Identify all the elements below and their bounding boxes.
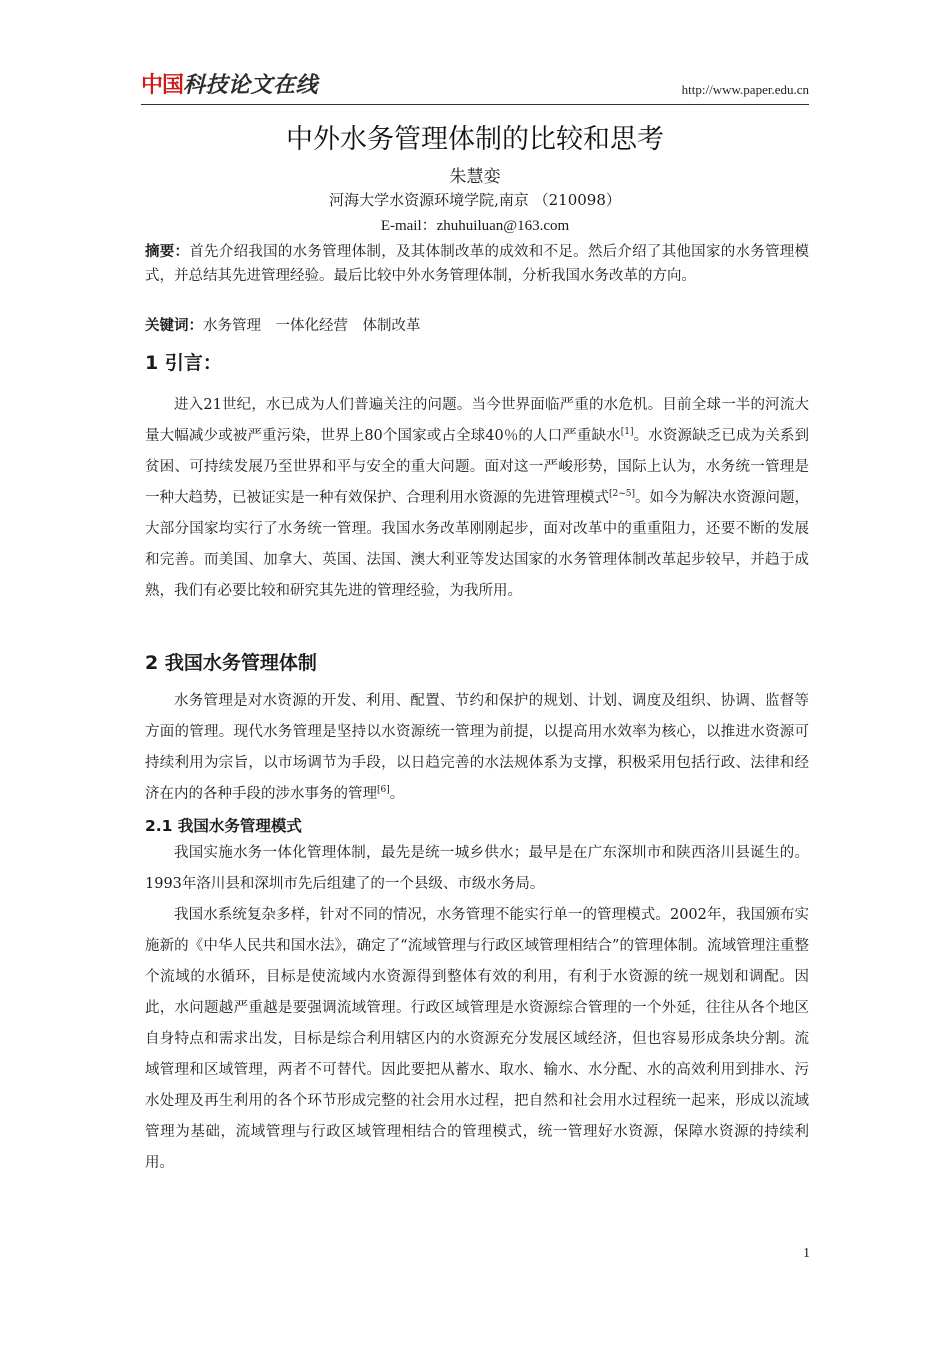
- section-2-paragraph: [145, 686, 809, 810]
- keywords-text: 水务管理 一体化经营 体制改革: [203, 318, 421, 334]
- abstract: [145, 240, 809, 288]
- page-header: [141, 74, 809, 105]
- section-2-heading: 2 我国水务管理体制: [145, 652, 317, 674]
- subsection-2-1-paragraph-1: 我国实施水务一体化管理体制，最先是统一城乡供水；最早是在广东深圳市和陕西洛川县诞生的。1993年洛川县和深圳市先后组建了的一个县级、市级水务局。: [145, 845, 809, 892]
- citation-6[interactable]: [6]: [377, 785, 390, 796]
- abstract-label: 摘要：: [145, 244, 190, 260]
- paper-affiliation: 河海大学水资源环境学院,南京 （210098）: [329, 191, 621, 209]
- header-url[interactable]: http://www.paper.edu.cn: [681, 82, 809, 97]
- subsection-2-1-heading: 2.1 我国水务管理模式: [145, 817, 302, 835]
- keywords: [145, 314, 809, 338]
- keywords-label: 关键词：: [145, 318, 203, 334]
- paper-author: 朱慧娈: [449, 167, 501, 187]
- s1-text-b: 。水资源缺乏已成为关系到贫困、可持续发展乃至世界和平与安全的重大问题。面对这一严峻形势，国际上认为，水务统一管理是一种大趋势，已被证实是一种有效保护、合理利用水资源的先进管理模式: [145, 428, 810, 506]
- citation-2-5[interactable]: [2~5]: [609, 489, 636, 500]
- site-logo: [141, 74, 318, 98]
- logo-red-text: 中国: [141, 73, 184, 98]
- s2-text-b: 。: [389, 786, 405, 802]
- s1-text-c: 。如今为解决水资源问题，大部分国家均实行了水务统一管理。我国水务改革刚刚起步，面对改革中的重重阻力，还要不断的发展和完善。而美国、加拿大、英国、法国、澳大利亚等发达国家的水务管理体制改革起步较早，并趋于成熟，我们有必要比较和研究其先进的管理经验，为我所用。: [145, 490, 810, 599]
- abstract-text: 首先介绍我国的水务管理体制，及其体制改革的成效和不足。然后介绍了其他国家的水务管理模式，并总结其先进管理经验。最后比较中外水务管理体制，分析我国水务改革的方向。: [145, 244, 810, 284]
- paper-title: 中外水务管理体制的比较和思考: [286, 124, 664, 155]
- page-number: 1: [803, 1246, 810, 1261]
- s1-text-a: 进入21世纪，水已成为人们普遍关注的问题。当今世界面临严重的水危机。目前全球一半的河流大量大幅减少或被严重污染，世界上80个国家或占全球40％的人口严重缺水: [145, 397, 809, 444]
- citation-1[interactable]: [1]: [620, 427, 634, 438]
- logo-text: 科技论文在线: [183, 73, 319, 98]
- s2-text-a: 水务管理是对水资源的开发、利用、配置、节约和保护的规划、计划、调度及组织、协调、监督等方面的管理。现代水务管理是坚持以水资源统一管理为前提，以提高用水效率为核心，以推进水资源可持续利用为宗旨，以市场调节为手段，以日趋完善的水法规体系为支撑，积极采用包括行政、法律和经济在内的各种手段的涉水事务的管理: [145, 693, 809, 802]
- section-1-heading: 1 引言：: [145, 352, 222, 374]
- section-1-paragraph: [145, 390, 809, 607]
- subsection-2-1-paragraph-2: 我国水系统复杂多样，针对不同的情况，水务管理不能实行单一的管理模式。2002年，我国颁布实施新的《中华人民共和国水法》，确定了“流域管理与行政区域管理相结合”的管理体制。流域管理注重整个流域的水循环，目标是使流域内水资源得到整体有效的利用，有利于水资源的统一规划和调配。因此，水问题越严重越是要强调流域管理。行政区域管理是水资源综合管理的一个外延，往往从各个地区自身特点和需求出发，目标是综合利用辖区内的水资源充分发展区域经济，但也容易形成条块分割。流域管理和区域管理，两者不可替代。因此要把从蓄水、取水、输水、水分配、水的高效利用到排水、污水处理及再生利用的各个环节形成完整的社会用水过程，把自然和社会用水过程统一起来，形成以流域管理为基础，流域管理与行政区域管理相结合的管理模式，统一管理好水资源，保障水资源的持续利用。: [145, 907, 809, 1171]
- paper-email[interactable]: E-mail：zhuhuiluan@163.com: [380, 218, 570, 234]
